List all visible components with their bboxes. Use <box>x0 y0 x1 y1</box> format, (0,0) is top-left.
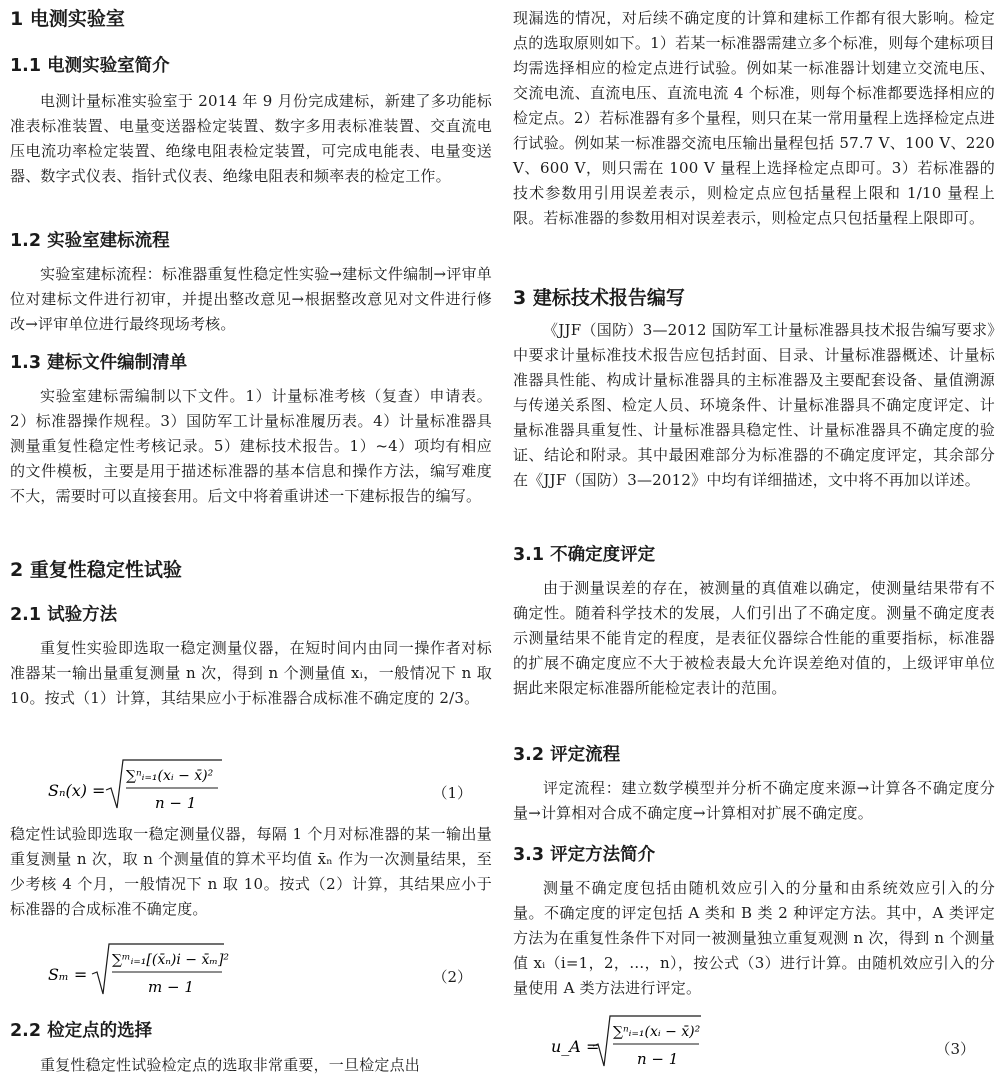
eq2-numerator: ∑ᵐᵢ₌₁[(x̄ₙ)i − x̄ₘ]² <box>112 952 230 968</box>
eq3-lhs: u_A = <box>551 1037 600 1056</box>
equation-1-formula <box>10 756 350 818</box>
eq1-denominator: n − 1 <box>155 794 197 812</box>
eq2-denominator: m − 1 <box>148 978 194 996</box>
eq3-denominator: n − 1 <box>637 1050 679 1068</box>
section-3-1-heading: 3.1 不确定度评定 <box>513 545 656 565</box>
paragraph-3: 《JJF（国防）3—2012 国防军工计量标准器具技术报告编写要求》中要求计量标准技术报告应包括封面、目录、计量标准器概述、计量标准器具性能、构成计量标准器具的主标准器及主要配套设备、量值溯源与传递关系图、检定人员、环境条件、计量标准器具不确定度评定、计量标准器具重复性、计量标准器具稳定性、计量标准器具不确定度的验证、结论和附录。其中最困难部分为标准器的不确定度评定，其余部分在《JJF（国防）3—2012》中均有详细描述，文中将不再加以详述。 <box>513 321 995 489</box>
section-1-1-heading: 1.1 电测实验室简介 <box>10 56 170 76</box>
paragraph-3-3: 测量不确定度包括由随机效应引入的分量和由系统效应引入的分量。不确定度的评定包括 A 类和 B 类 2 种评定方法。其中，A 类评定方法为在重复性条件下对同一被测量独立重复观测 n 次，得到 n 个测量值 xᵢ（i=1，2，…，n），按公式（3）进行计算。由随机效应引入的分量使用 A 类方法进行评定。 <box>513 879 995 997</box>
eq1-lhs: Sₙ(x) = <box>48 781 106 800</box>
section-2-1-heading: 2.1 试验方法 <box>10 605 118 625</box>
paragraph-1-1: 电测计量标准实验室于 2014 年 9 月份完成建标，新建了多功能标准表标准装置、电量变送器检定装置、数字多用表标准装置、交直流电压电流功率检定装置、绝缘电阻表检定装置，可完成电能表、电量变送器、数字式仪表、指针式仪表、绝缘电阻表和频率表的检定工作。 <box>10 92 492 185</box>
eq3-numerator: ∑ⁿᵢ₌₁(xᵢ − x̄)² <box>613 1024 701 1040</box>
section-3-3-heading: 3.3 评定方法简介 <box>513 845 656 865</box>
equation-1 <box>10 756 492 816</box>
section-3-2-heading: 3.2 评定流程 <box>513 745 621 765</box>
section-1-3-heading: 1.3 建标文件编制清单 <box>10 353 188 373</box>
paragraph-2-2: 重复性稳定性试验检定点的选取非常重要，一旦检定点出 <box>40 1056 421 1074</box>
section-2-heading: 2 重复性稳定性试验 <box>10 559 182 581</box>
section-1-2-heading: 1.2 实验室建标流程 <box>10 231 170 251</box>
equation-2-number: （2） <box>432 968 472 986</box>
equation-3 <box>513 1012 995 1072</box>
paragraph-1-2: 实验室建标流程：标准器重复性稳定性实验→建标文件编制→评审单位对建标文件进行初审，并提出整改意见→根据整改意见对文件进行修改→评审单位进行最终现场考核。 <box>10 265 492 333</box>
section-1-heading: 1 电测实验室 <box>10 8 125 30</box>
paragraph-2-1b: 稳定性试验即选取一稳定测量仪器，每隔 1 个月对标准器的某一输出量重复测量 n 次，取 n 个测量值的算术平均值 x̄ₙ 作为一次测量结果，至少考核 4 个月，一般情况下 n 取 10。按式（2）计算，其结果应小于标准器的合成标准不确定度。 <box>10 825 492 918</box>
section-2-2-heading: 2.2 检定点的选择 <box>10 1021 153 1041</box>
equation-1-number: （1） <box>432 784 472 802</box>
section-3-heading: 3 建标技术报告编写 <box>513 287 685 309</box>
paragraph-3-2: 评定流程：建立数学模型并分析不确定度来源→计算各不确定度分量→计算相对合成不确定度→计算相对扩展不确定度。 <box>513 779 995 822</box>
paragraph-2-1: 重复性实验即选取一稳定测量仪器，在短时间内由同一操作者对标准器某一输出量重复测量 n 次，得到 n 个测量值 xᵢ，一般情况下 n 取 10。按式（1）计算，其结果应小于标准器合成标准不确定度的 2/3。 <box>10 639 492 707</box>
equation-2 <box>10 940 492 1000</box>
equation-2-formula <box>10 940 350 1002</box>
equation-3-formula <box>513 1012 853 1074</box>
paragraph-3-1: 由于测量误差的存在，被测量的真值难以确定，使测量结果带有不确定性。随着科学技术的发展，人们引出了不确定度。测量不确定度表示测量结果不能肯定的程度，是表征仪器综合性能的重要指标，标准器的扩展不确定度应不大于被检表最大允许误差绝对值的，上级评审单位据此来限定标准器所能检定表计的范围。 <box>513 579 995 697</box>
equation-3-number: （3） <box>935 1040 975 1058</box>
eq1-numerator: ∑ⁿᵢ₌₁(xᵢ − x̄)² <box>126 768 214 784</box>
paragraph-1-3: 实验室建标需编制以下文件。1）计量标准考核（复查）申请表。2）标准器操作规程。3）国防军工计量标准履历表。4）计量标准器具测量重复性稳定性考核记录。5）建标技术报告。1）~4）项均有相应的文件模板，主要是用于描述标准器的基本信息和操作方法，编写难度不大，需要时可以直接套用。后文中将着重讲述一下建标报告的编写。 <box>10 387 492 505</box>
eq2-lhs: Sₘ = <box>48 965 88 984</box>
paragraph-2-2-continued: 现漏选的情况，对后续不确定度的计算和建标工作都有很大影响。检定点的选取原则如下。1）若某一标准器需建立多个标准，则每个建标项目均需选择相应的检定点进行试验。例如某一标准器计划建立交流电压、交流电流、直流电压、直流电流 4 个标准，则每个标准都要选择相应的检定点。2）若标准器有多个量程，则只在某一常用量程上选择检定点进行试验。例如某一标准器交流电压输出量程包括 57.7 V、100 V、220 V、600 V，则只需在 100 V 量程上选择检定点即可。3）若标准器的技术参数用引用误差表示，则检定点应包括量程上限和 1/10 量程上限。若标准器的参数用相对误差表示，则检定点只包括量程上限即可。 <box>513 9 995 227</box>
